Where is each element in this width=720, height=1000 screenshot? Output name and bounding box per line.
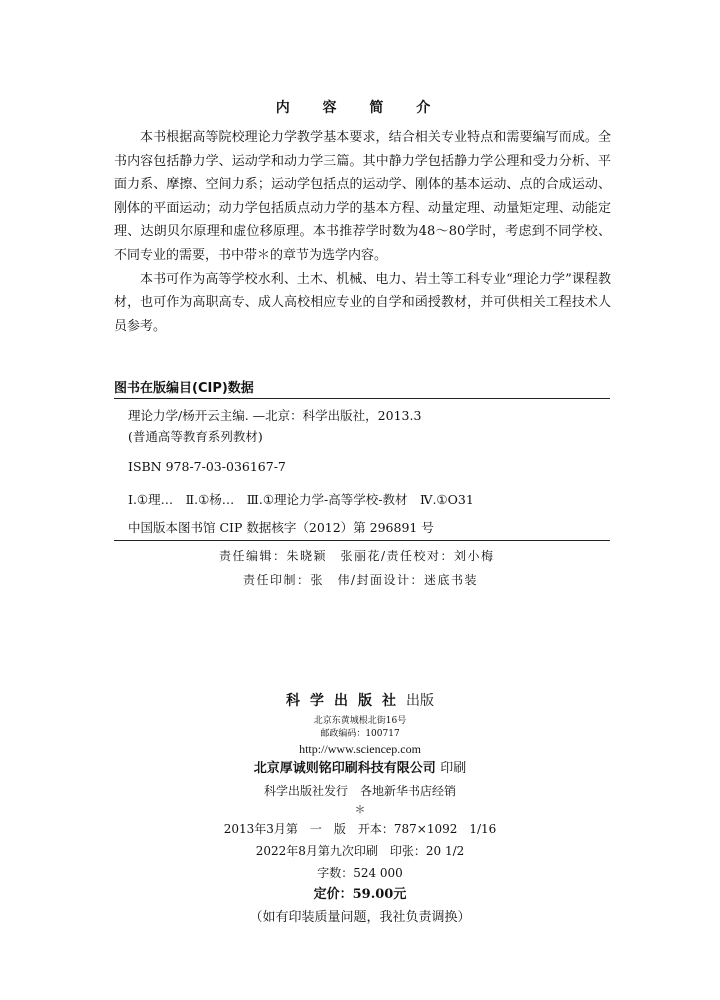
summary-paragraph-2: 本书可作为高等学校水利、土木、机械、电力、岩土等工科专业“理论力学”课程教材，也可作为高职高专、成人高校相应专业的自学和函授教材，并可供相关工程技术人员参考。 (114, 271, 611, 334)
printer-line (0, 758, 720, 780)
summary-body (114, 126, 611, 338)
printer-suffix: 印刷 (440, 761, 467, 776)
publisher-name: 科学出版社 (286, 693, 406, 709)
quality-notice: （如有印装质量问题，我社负责调换） (249, 910, 471, 925)
edition-info: 2013年3月第 一 版 开本：787×1092 1/16 (223, 822, 497, 836)
credits-editors: 责任编辑：朱晓颖 张丽花/责任校对：刘小梅 (219, 549, 495, 563)
summary-paragraph-1: 本书根据高等院校理论力学教学基本要求，结合相关专业特点和需要编写而成。全书内容包括静力学、运动学和动力学三篇。其中静力学包括静力学公理和受力分析、平面力系、摩擦、空间力系；运动学包括点的运动学、刚体的基本运动、点的合成运动、刚体的平面运动；动力学包括质点动力学的基本方程、动量定理、动量矩定理、动能定理、达朗贝尔原理和虚位移原理。本书推荐学时数为48～80学时，考虑到不同学校、不同专业的需要，书中带＊的章节为选学内容。 (114, 130, 611, 263)
cip-top-rule (114, 398, 610, 399)
cip-classification: Ⅰ.①理… Ⅱ.①杨… Ⅲ.①理论力学-高等学校-教材 Ⅳ.①O31 (128, 492, 474, 507)
cip-heading: 图书在版编目(CIP)数据 (114, 381, 254, 396)
imprint (0, 690, 720, 930)
cip-citation (128, 405, 598, 447)
cip-record-number: 中国版本图书馆 CIP 数据核字（2012）第 296891 号 (128, 520, 434, 535)
publisher-address: 北京东黄城根北街16号 (313, 716, 407, 726)
credits-production: 责任印制：张 伟/封面设计：迷底书装 (243, 573, 479, 587)
cip-isbn: ISBN 978-7-03-036167-7 (128, 459, 286, 474)
publisher-postcode: 邮政编码：100717 (320, 729, 400, 739)
word-count: 字数：524 000 (317, 866, 403, 880)
cip-series-line: (普通高等教育系列教材) (128, 429, 263, 444)
cip-citation-line: 理论力学/杨开云主编. —北京：科学出版社，2013.3 (128, 408, 422, 423)
cip-bottom-rule (114, 540, 610, 541)
asterisk-mark: ＊ (354, 803, 366, 816)
summary-title: 内 容 简 介 (275, 100, 445, 116)
printing-info: 2022年8月第九次印刷 印张：20 1/2 (255, 844, 465, 858)
distribution: 科学出版社发行 各地新华书店经销 (263, 784, 456, 798)
publisher-suffix: 出版 (406, 693, 434, 709)
price: 定价：59.00元 (313, 887, 407, 902)
publisher-line (0, 690, 720, 710)
publisher-url: http://www.sciencep.com (299, 742, 421, 756)
printer-name: 北京厚诚则铭印刷科技有限公司 (253, 761, 436, 776)
